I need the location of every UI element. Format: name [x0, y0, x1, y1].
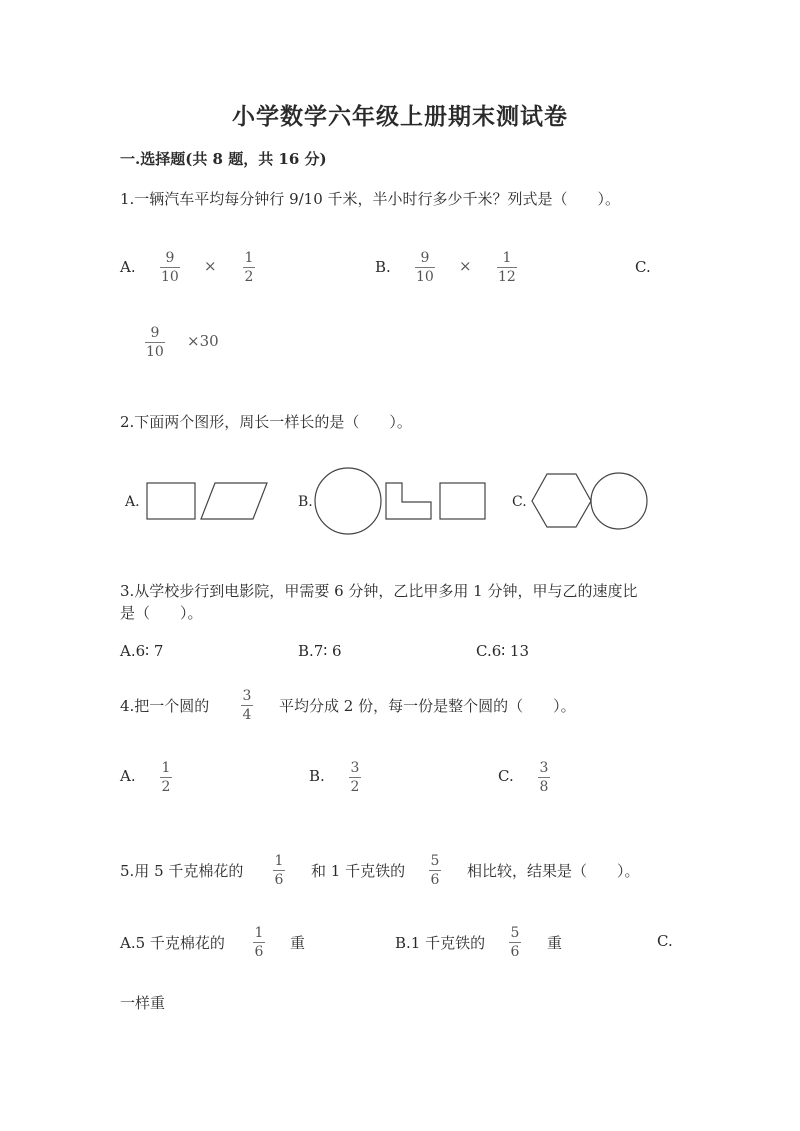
q2-option-a-label: A.: [125, 494, 140, 510]
numerator: 1: [502, 250, 512, 266]
question-4-text-post: 平均分成 2 份，每一份是整个圆的（ ）。: [279, 697, 576, 715]
q5-option-a-pre: A.5 千克棉花的: [120, 934, 225, 952]
numerator: 9: [150, 325, 160, 341]
q1-option-c-label: C.: [635, 258, 651, 276]
q1-option-b-fraction-1: [415, 250, 435, 285]
denominator: 6: [510, 944, 520, 960]
q4-option-a-fraction: [160, 760, 172, 795]
q5-fraction-2: [429, 853, 441, 888]
q1-option-c-fraction: [145, 325, 165, 360]
q2-a-rectangle: [147, 483, 195, 519]
q2-b-l-shape: [386, 483, 431, 519]
numerator: 5: [430, 853, 440, 869]
denominator: 6: [254, 944, 264, 960]
q5-option-a-post: 重: [290, 934, 306, 952]
q4-option-c-label: C.: [498, 767, 514, 785]
section-heading: 一.选择题(共 8 题，共 16 分): [120, 150, 327, 168]
q5-option-b-pre: B.1 千克铁的: [395, 934, 486, 952]
q2-c-hexagon: [532, 474, 591, 527]
numerator: 9: [420, 250, 430, 266]
question-5-text-mid: 和 1 千克铁的: [311, 862, 406, 880]
question-3-text-line-2: 是（ ）。: [120, 604, 203, 622]
q1-option-b-fraction-2: [497, 250, 517, 285]
question-5-text-pre: 5.用 5 千克棉花的: [120, 862, 244, 880]
q1-option-b-label: B.: [375, 258, 391, 276]
denominator: 2: [350, 779, 360, 795]
denominator: 8: [539, 779, 549, 795]
q1-option-a-label: A.: [120, 258, 136, 276]
denominator: 4: [242, 707, 252, 723]
q1-option-b-operator: ×: [459, 257, 472, 275]
q5-option-b-fraction: [509, 925, 521, 960]
question-5-text-post: 相比较，结果是（ ）。: [467, 862, 640, 880]
question-1-text: 1.一辆汽车平均每分钟行 9/10 千米，半小时行多少千米？列式是（ ）。: [120, 190, 621, 208]
q5-fraction-1: [273, 853, 285, 888]
page-title: 小学数学六年级上册期末测试卷: [232, 103, 568, 130]
numerator: 1: [274, 853, 284, 869]
q2-option-c-label: C.: [512, 494, 527, 510]
q4-option-c-fraction: [538, 760, 550, 795]
numerator: 1: [161, 760, 171, 776]
question-3-text-line-1: 3.从学校步行到电影院，甲需要 6 分钟，乙比甲多用 1 分钟，甲与乙的速度比: [120, 582, 638, 600]
q2-option-b-label: B.: [298, 494, 313, 510]
denominator: 10: [146, 344, 164, 360]
q1-option-a-fraction-2: [243, 250, 255, 285]
denominator: 6: [430, 872, 440, 888]
q4-option-a-label: A.: [120, 767, 136, 785]
denominator: 10: [161, 269, 179, 285]
q3-option-c: C.6∶ 13: [476, 642, 530, 660]
q4-fraction: [241, 688, 253, 723]
numerator: 1: [244, 250, 254, 266]
question-2-text: 2.下面两个图形，周长一样长的是（ ）。: [120, 413, 412, 431]
q2-b-rectangle: [440, 483, 485, 519]
numerator: 5: [510, 925, 520, 941]
numerator: 9: [165, 250, 175, 266]
question-4-text-pre: 4.把一个圆的: [120, 697, 210, 715]
q4-option-b-label: B.: [309, 767, 325, 785]
denominator: 12: [498, 269, 516, 285]
numerator: 3: [242, 688, 252, 704]
q4-option-b-fraction: [349, 760, 361, 795]
numerator: 1: [254, 925, 264, 941]
q1-option-a-operator: ×: [204, 257, 217, 275]
q1-option-a-fraction-1: [160, 250, 180, 285]
q5-option-c-text: 一样重: [120, 994, 166, 1012]
q5-option-a-fraction: [253, 925, 265, 960]
denominator: 2: [244, 269, 254, 285]
q3-option-a: A.6∶ 7: [120, 642, 164, 660]
numerator: 3: [539, 760, 549, 776]
q2-c-circle: [591, 473, 647, 529]
denominator: 6: [274, 872, 284, 888]
q2-shape-figures: [0, 460, 800, 540]
q5-option-c-label: C.: [657, 932, 673, 950]
q2-b-circle: [315, 468, 381, 534]
q1-option-c-rest: ×30: [187, 332, 219, 350]
q3-option-b: B.7∶ 6: [298, 642, 342, 660]
q5-option-b-post: 重: [547, 934, 563, 952]
q2-a-parallelogram: [201, 483, 267, 519]
numerator: 3: [350, 760, 360, 776]
denominator: 2: [161, 779, 171, 795]
denominator: 10: [416, 269, 434, 285]
